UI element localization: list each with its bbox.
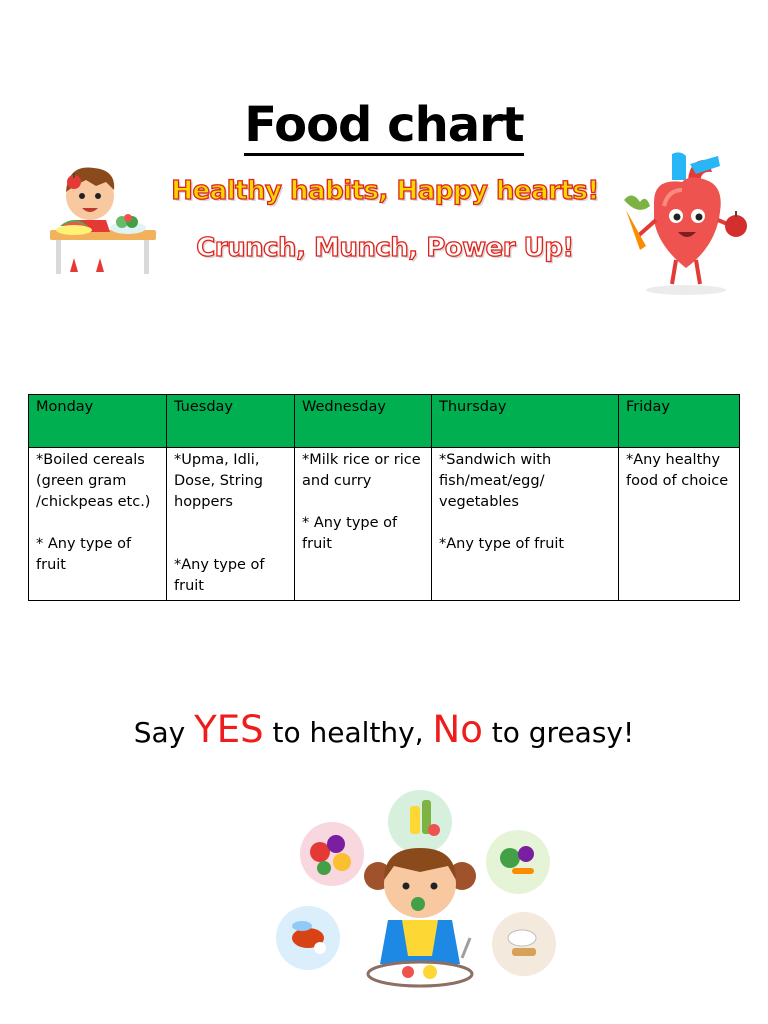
- tuesday-fruit: *Any type of fruit: [174, 557, 265, 594]
- cell-monday: [29, 448, 167, 601]
- fruit-circle-icon: [300, 822, 364, 886]
- grains-circle-icon: [492, 912, 556, 976]
- wednesday-meal: *Milk rice or rice and curry: [302, 452, 421, 489]
- page-title: Food chart: [0, 96, 768, 154]
- cell-tuesday: [167, 448, 295, 601]
- vegetables-circle-icon: [486, 830, 550, 894]
- slogan-crunch-munch: Crunch, Munch, Power Up!: [196, 233, 574, 263]
- girl-with-food-groups-icon: [272, 788, 562, 998]
- tagline-part3: to greasy!: [482, 716, 635, 749]
- oils-circle-icon: [388, 790, 452, 854]
- cell-thursday: [432, 448, 619, 601]
- table-row: [29, 448, 740, 601]
- tagline-part2: to healthy,: [263, 716, 433, 749]
- friday-meal: *Any healthy food of choice: [626, 452, 729, 489]
- header-tuesday: Tuesday: [167, 395, 295, 448]
- tagline: [0, 708, 768, 751]
- monday-fruit: * Any type of fruit: [36, 536, 132, 573]
- cell-wednesday: [295, 448, 432, 601]
- protein-circle-icon: [276, 906, 340, 970]
- tagline-part1: Say: [133, 716, 195, 749]
- header-friday: Friday: [619, 395, 740, 448]
- table-header-row: [29, 395, 740, 448]
- heart-character-icon: [620, 150, 752, 298]
- tagline-yes: YES: [194, 708, 264, 751]
- monday-meal: *Boiled cereals (green gram /chickpeas etc.): [36, 452, 151, 510]
- food-chart-table: [28, 394, 740, 601]
- wednesday-fruit: * Any type of fruit: [302, 515, 398, 552]
- tagline-no: No: [432, 708, 483, 751]
- slogan-healthy-habits: Healthy habits, Happy hearts!: [171, 176, 599, 206]
- cell-friday: [619, 448, 740, 601]
- thursday-meal: *Sandwich with fish/meat/egg/ vegetables: [439, 452, 552, 510]
- header-wednesday: Wednesday: [295, 395, 432, 448]
- header-thursday: Thursday: [432, 395, 619, 448]
- tuesday-meal: *Upma, Idli, Dose, String hoppers: [174, 452, 264, 510]
- header-monday: Monday: [29, 395, 167, 448]
- thursday-fruit: *Any type of fruit: [439, 536, 565, 552]
